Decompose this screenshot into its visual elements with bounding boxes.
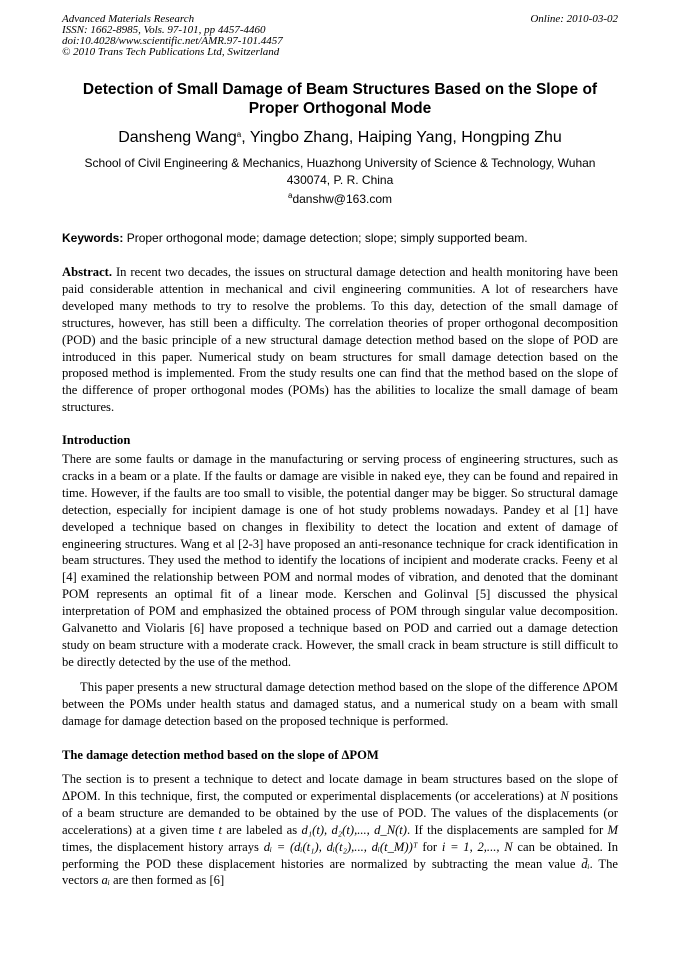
author-email <box>62 191 618 207</box>
method-paragraph <box>62 771 618 889</box>
var-t: t <box>218 822 223 837</box>
var-M: M <box>607 822 618 837</box>
var-N: N <box>560 788 569 803</box>
method-text-2: positions of a beam structure are demanded to be obtained by the use of POD. The values of the displacements (or accelerations) at a given time <box>62 788 618 837</box>
introduction-paragraph-1: There are some faults or damage in the manufacturing or serving process of engineering structures, such as cracks in a beam or a plate. If the faults or damage are visible in naked eye, they can be found and repaired in time. However, if the faults are too small to visible, the potential danger may be bigger. So structural damage detection, especially for incipient damage is one of hot study problems nowadays. Pandey et al [1] have developed a technique based on changes in flexibility to detect the location and extent of damage of engineering structures. Wang et al [2-3] have proposed an anti-resonance technique for crack identification in beam structures. They used the method to identify the locations of incipient and moderate cracks. Feeny et al [4] examined the relationship between POM and normal modes of vibration, and denoted that the dominant POM represents an optimal fit of a linear mode. Kerschen and Golinval [5] discussed the physical interpretation of POM and emphasized the obtained process of POM through singular value decomposition. Galvanetto and Violaris [6] have proposed a technique based on POD and carried out a damage detection study on beam structure with a moderate crack. However, the small crack in beam structure is still difficult to be directly detected by the use of the method. <box>62 452 618 669</box>
keywords-text: Proper orthogonal mode; damage detection; slope; simply supported beam. <box>123 231 528 245</box>
method-text-9: are then formed as [6] <box>109 873 225 888</box>
equation-displacements: d₁(t), d₂(t),..., d_N(t) <box>301 822 408 837</box>
doi-line: doi:10.4028/www.scientific.net/AMR.97-101.4457 <box>62 35 283 47</box>
keywords <box>62 230 618 246</box>
author-list <box>62 128 618 148</box>
method-text-3: are labeled as <box>222 822 302 837</box>
author-1: Dansheng Wang <box>118 129 237 146</box>
affiliation-line-2: 430074, P. R. China <box>286 173 394 187</box>
abstract-text: In recent two decades, the issues on structural damage detection and health monitoring have been paid considerable attention in mechanical and civil engineering communities. A lot of researchers have developed many methods to try to resolve the problems. To this day, detection of the small damage of structures, however, has still been a difficulty. The correlation theories of proper orthogonal decomposition (POD) and the basic principle of a new structural damage detection method based on the slope of POD are introduced in this paper. Numerical study on beam structures for small damage detection based on the proposed method is implemented. From the study results one can find that the method based on the slope of the difference of proper orthogonal modes (POMs) has the abilities to localize the small damage of beam structures. <box>62 265 618 415</box>
abstract <box>62 264 618 416</box>
email-mark: a <box>287 191 293 200</box>
paper-title <box>62 80 618 118</box>
introduction-paragraph-2: This paper presents a new structural damage detection method based on the slope of the difference ΔPOM between the POMs under health status and damaged status, and a numerical study on a beam with small damage for damage detection based on the proposed technique is performed. <box>62 680 618 728</box>
copyright-line: © 2010 Trans Tech Publications Ltd, Switzerland <box>62 46 280 58</box>
equation-index-range: i = 1, 2,..., N <box>441 839 513 854</box>
affiliation-line-1: School of Civil Engineering & Mechanics, Huazhong University of Science & Technology, Wuhan <box>84 156 596 170</box>
method-text-7: can be obtained. In performing the POD these displacement histories are normalized by subtracting the mean value <box>62 839 618 871</box>
equation-history-array: dᵢ = (dᵢ(t₁), dᵢ(t₂),..., dᵢ(t_M))ᵀ <box>263 839 418 854</box>
method-heading: The damage detection method based on the slope of ΔPOM <box>62 748 379 762</box>
method-text-1: The section is to present a technique to detect and locate damage in beam structures based on the slope of ΔPOM. In this technique, first, the computed or experimental displacements (or accelerations) at <box>62 772 618 803</box>
method-text-4: . If the displacements are sampled for <box>407 822 608 837</box>
other-authors: , Yingbo Zhang, Haiping Yang, Hongping Zhu <box>241 129 562 146</box>
title-line-2: Proper Orthogonal Mode <box>248 100 432 117</box>
journal-header <box>62 14 618 58</box>
method-text-6: for <box>417 839 442 854</box>
equation-mean-value: d̄ᵢ <box>581 856 590 871</box>
keywords-label: Keywords: <box>62 231 124 245</box>
introduction-heading: Introduction <box>62 433 131 447</box>
journal-name: Advanced Materials Research <box>62 13 195 25</box>
issn-line: ISSN: 1662-8985, Vols. 97-101, pp 4457-4460 <box>62 24 266 36</box>
author-1-affil-mark: a <box>236 130 242 139</box>
method-text-5: times, the displacement history arrays <box>62 839 264 854</box>
title-line-1: Detection of Small Damage of Beam Structures Based on the Slope of <box>82 81 598 98</box>
online-date: Online: 2010-03-02 <box>530 13 618 25</box>
affiliation <box>62 155 618 189</box>
abstract-label: Abstract. <box>62 265 113 279</box>
equation-vector-a: aᵢ <box>101 873 110 888</box>
email-address: danshw@163.com <box>292 192 393 206</box>
method-text-8: . The vectors <box>62 856 618 888</box>
